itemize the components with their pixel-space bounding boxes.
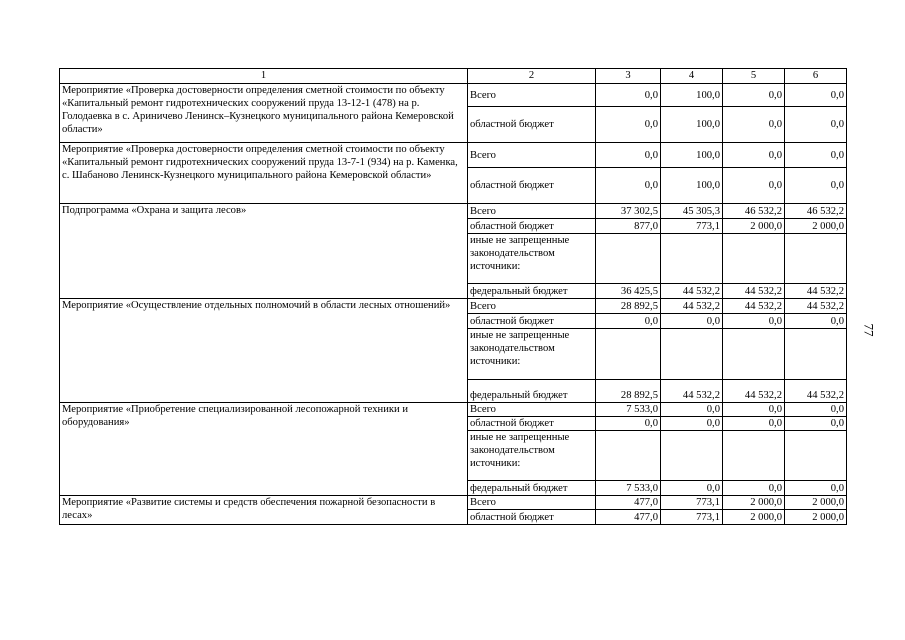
value-col-6 — [785, 329, 847, 380]
value-col-6: 0,0 — [785, 143, 847, 168]
funding-source: Всего — [468, 204, 596, 219]
value-col-6 — [785, 431, 847, 481]
value-col-3: 37 302,5 — [596, 204, 661, 219]
funding-source: федеральный бюджет — [468, 481, 596, 496]
header-col-2: 2 — [468, 69, 596, 84]
header-col-3: 3 — [596, 69, 661, 84]
budget-table-sheet — [59, 68, 847, 525]
value-col-6: 0,0 — [785, 403, 847, 417]
value-col-5: 0,0 — [723, 403, 785, 417]
value-col-3: 0,0 — [596, 417, 661, 431]
value-col-5: 0,0 — [723, 143, 785, 168]
value-col-3: 28 892,5 — [596, 380, 661, 403]
funding-source: иные не запрещенные законодательством источники: — [468, 234, 596, 284]
value-col-6: 44 532,2 — [785, 380, 847, 403]
table-row — [60, 403, 847, 417]
page-number: 77 — [861, 323, 877, 337]
value-col-5: 46 532,2 — [723, 204, 785, 219]
value-col-4: 0,0 — [661, 314, 723, 329]
item-description: Мероприятие «Приобретение специализированной лесопожарной техники и оборудования» — [60, 403, 468, 496]
value-col-4: 100,0 — [661, 168, 723, 204]
funding-source: Всего — [468, 403, 596, 417]
header-col-1: 1 — [60, 69, 468, 84]
funding-source: Всего — [468, 496, 596, 510]
value-col-6: 44 532,2 — [785, 284, 847, 299]
funding-source: областной бюджет — [468, 417, 596, 431]
value-col-4: 0,0 — [661, 417, 723, 431]
value-col-5: 2 000,0 — [723, 496, 785, 510]
value-col-4: 773,1 — [661, 496, 723, 510]
funding-source: иные не запрещенные законодательством источники: — [468, 329, 596, 380]
value-col-4: 44 532,2 — [661, 380, 723, 403]
value-col-3: 477,0 — [596, 496, 661, 510]
value-col-4 — [661, 329, 723, 380]
item-description: Мероприятие «Осуществление отдельных полномочий в области лесных отношений» — [60, 299, 468, 403]
value-col-4 — [661, 431, 723, 481]
budget-table — [59, 68, 847, 525]
value-col-5 — [723, 329, 785, 380]
value-col-4: 44 532,2 — [661, 299, 723, 314]
value-col-3: 0,0 — [596, 143, 661, 168]
table-row — [60, 299, 847, 314]
value-col-4: 100,0 — [661, 107, 723, 143]
value-col-3: 0,0 — [596, 168, 661, 204]
value-col-6: 0,0 — [785, 84, 847, 107]
value-col-3: 0,0 — [596, 84, 661, 107]
funding-source: федеральный бюджет — [468, 380, 596, 403]
table-row — [60, 496, 847, 510]
value-col-3 — [596, 431, 661, 481]
value-col-4: 44 532,2 — [661, 284, 723, 299]
value-col-4: 100,0 — [661, 84, 723, 107]
value-col-3: 28 892,5 — [596, 299, 661, 314]
table-row — [60, 84, 847, 107]
value-col-5: 44 532,2 — [723, 284, 785, 299]
value-col-3 — [596, 329, 661, 380]
value-col-5: 2 000,0 — [723, 219, 785, 234]
value-col-5 — [723, 431, 785, 481]
funding-source: Всего — [468, 143, 596, 168]
value-col-4: 45 305,3 — [661, 204, 723, 219]
value-col-4: 773,1 — [661, 510, 723, 525]
header-col-4: 4 — [661, 69, 723, 84]
funding-source: Всего — [468, 299, 596, 314]
value-col-5: 0,0 — [723, 481, 785, 496]
value-col-5: 0,0 — [723, 417, 785, 431]
value-col-3: 0,0 — [596, 107, 661, 143]
value-col-6: 2 000,0 — [785, 510, 847, 525]
table-header-row — [60, 69, 847, 84]
value-col-6: 44 532,2 — [785, 299, 847, 314]
value-col-4: 100,0 — [661, 143, 723, 168]
value-col-6: 0,0 — [785, 168, 847, 204]
value-col-6: 0,0 — [785, 107, 847, 143]
header-col-5: 5 — [723, 69, 785, 84]
item-description: Подпрограмма «Охрана и защита лесов» — [60, 204, 468, 299]
table-row — [60, 143, 847, 168]
value-col-6: 0,0 — [785, 481, 847, 496]
value-col-4: 0,0 — [661, 403, 723, 417]
value-col-3: 0,0 — [596, 314, 661, 329]
value-col-6: 2 000,0 — [785, 496, 847, 510]
funding-source: областной бюджет — [468, 107, 596, 143]
value-col-5: 0,0 — [723, 314, 785, 329]
value-col-3: 7 533,0 — [596, 403, 661, 417]
item-description: Мероприятие «Развитие системы и средств обеспечения пожарной безопасности в лесах» — [60, 496, 468, 525]
value-col-3: 477,0 — [596, 510, 661, 525]
value-col-5: 2 000,0 — [723, 510, 785, 525]
funding-source: областной бюджет — [468, 314, 596, 329]
value-col-4: 773,1 — [661, 219, 723, 234]
funding-source: областной бюджет — [468, 510, 596, 525]
value-col-6: 2 000,0 — [785, 219, 847, 234]
funding-source: иные не запрещенные законодательством источники: — [468, 431, 596, 481]
value-col-5 — [723, 234, 785, 284]
value-col-5: 0,0 — [723, 84, 785, 107]
value-col-3: 7 533,0 — [596, 481, 661, 496]
value-col-3 — [596, 234, 661, 284]
table-row — [60, 204, 847, 219]
value-col-6: 46 532,2 — [785, 204, 847, 219]
value-col-5: 0,0 — [723, 168, 785, 204]
header-col-6: 6 — [785, 69, 847, 84]
value-col-6: 0,0 — [785, 417, 847, 431]
value-col-4 — [661, 234, 723, 284]
item-description: Мероприятие «Проверка достоверности определения сметной стоимости по объекту «Капитальный ремонт гидротехнических сооружений пруда 13-7-1 (934) на р. Каменка, с. Шабаново Ленинск-Кузнецкого муниципального района Кемеровской области» — [60, 143, 468, 204]
value-col-3: 36 425,5 — [596, 284, 661, 299]
funding-source: Всего — [468, 84, 596, 107]
value-col-3: 877,0 — [596, 219, 661, 234]
item-description: Мероприятие «Проверка достоверности определения сметной стоимости по объекту «Капитальный ремонт гидротехнических сооружений пруда 13-12-1 (478) на р. Голодаевка в с. Ариничево Ленинск–Кузнецкого муниципального района Кемеровской области» — [60, 84, 468, 143]
value-col-5: 44 532,2 — [723, 299, 785, 314]
funding-source: федеральный бюджет — [468, 284, 596, 299]
funding-source: областной бюджет — [468, 168, 596, 204]
value-col-6: 0,0 — [785, 314, 847, 329]
value-col-5: 0,0 — [723, 107, 785, 143]
value-col-4: 0,0 — [661, 481, 723, 496]
value-col-5: 44 532,2 — [723, 380, 785, 403]
value-col-6 — [785, 234, 847, 284]
funding-source: областной бюджет — [468, 219, 596, 234]
